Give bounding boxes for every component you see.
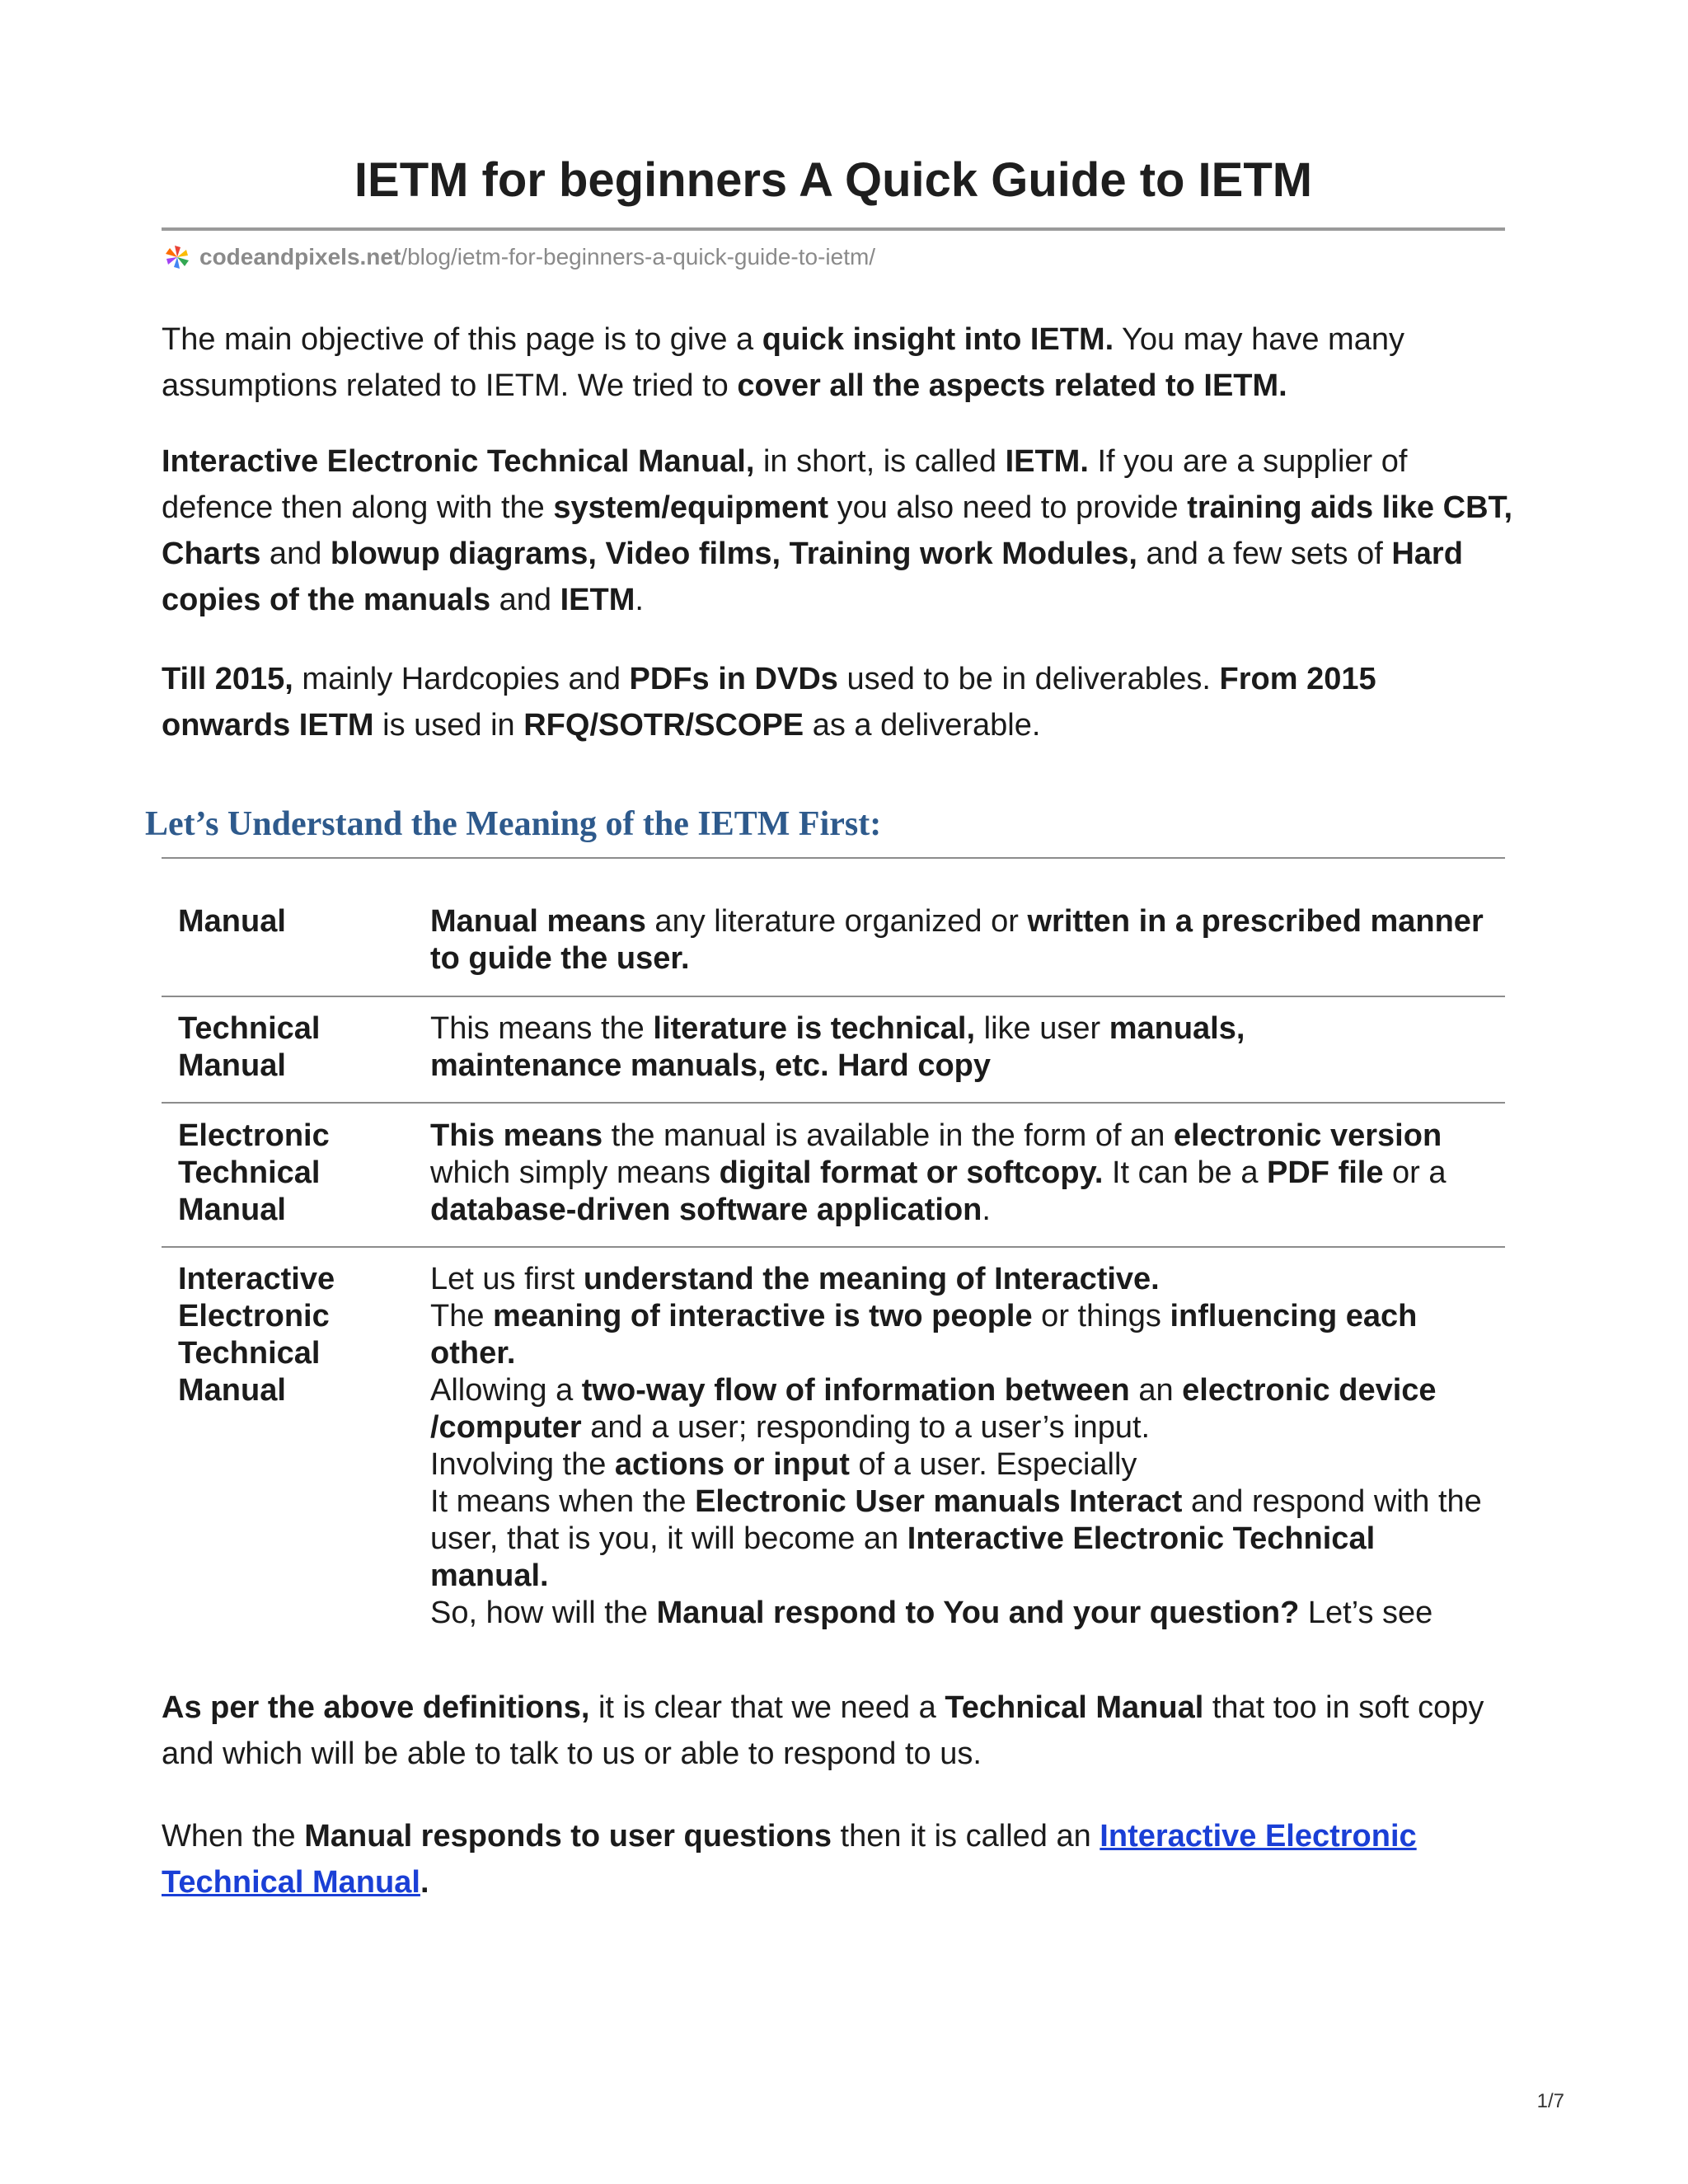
text-run: the manual is available in the form of an xyxy=(603,1118,1174,1153)
title-divider xyxy=(162,227,1505,231)
bold-text: electronic version xyxy=(1173,1118,1442,1153)
bold-text: blowup diagrams, Video films, Training work Modules, xyxy=(330,537,1137,571)
text-run: The xyxy=(430,1299,494,1333)
bold-text: . xyxy=(420,1865,429,1900)
text-run: like user xyxy=(975,1011,1109,1046)
text-run: that too in soft copy and which will be able to talk to us or able to respond to us. xyxy=(162,1690,1484,1771)
text-run: as a deliverable. xyxy=(804,708,1041,743)
text-run: mainly Hardcopies and xyxy=(293,662,630,696)
text-run: Let us first xyxy=(430,1262,584,1296)
text-run: . xyxy=(982,1193,991,1227)
text-run: . xyxy=(635,583,644,617)
bold-text: two-way flow of information between xyxy=(581,1373,1130,1408)
bold-text: Hard copies of the manuals xyxy=(162,537,1463,617)
term-technical-manual: Technical Manual xyxy=(178,1011,321,1083)
text-run: The main objective of this page is to give a xyxy=(162,322,762,357)
bold-text: training aids like CBT, Charts xyxy=(162,490,1513,571)
text-run: When the xyxy=(162,1819,305,1854)
intro-paragraph-3 xyxy=(162,656,1513,748)
text-run: and a user; responding to a user’s input. xyxy=(581,1410,1151,1445)
bold-text: Manual responds to user questions xyxy=(304,1819,832,1854)
definition-manual xyxy=(430,903,1502,977)
text-run: and xyxy=(490,583,560,617)
text-run: or things xyxy=(1032,1299,1170,1333)
bold-text: IETM xyxy=(560,583,635,617)
text-run: If you are a supplier of defence then along with the xyxy=(162,444,1408,525)
text-run: which simply means xyxy=(430,1155,720,1190)
pinwheel-logo-icon xyxy=(163,243,191,271)
bold-text: Interactive Electronic Technical Manual, xyxy=(162,444,755,479)
definition-technical-manual xyxy=(430,1010,1320,1085)
text-run: in short, is called xyxy=(754,444,1006,479)
bold-text: As per the above definitions, xyxy=(162,1690,590,1725)
term-manual: Manual xyxy=(178,904,286,939)
closing-paragraph-1 xyxy=(162,1685,1513,1777)
closing-paragraph-2 xyxy=(162,1813,1513,1905)
bold-text: quick insight into IETM. xyxy=(762,322,1114,357)
text-run: you also need to provide xyxy=(828,490,1188,525)
bold-text: From 2015 onwards IETM xyxy=(162,662,1376,743)
bold-text: system/equipment xyxy=(553,490,829,525)
text-run: You may have many assumptions related to IETM. We tried to xyxy=(162,322,1404,403)
definition-electronic-technical-manual xyxy=(430,1118,1502,1229)
text-run: it is clear that we need a xyxy=(589,1690,945,1725)
text-run: then it is called an xyxy=(831,1819,1100,1854)
bold-text: cover all the aspects related to IETM. xyxy=(737,368,1287,403)
text-run: is used in xyxy=(373,708,524,743)
definition-line xyxy=(430,1595,1502,1632)
bold-text: IETM. xyxy=(1005,444,1089,479)
text-run: It means when the xyxy=(430,1484,696,1519)
bold-text: manuals, maintenance manuals, etc. Hard copy xyxy=(430,1011,1245,1083)
section-heading: Let’s Understand the Meaning of the IETM First: xyxy=(145,805,882,843)
bold-text: meaning of interactive is two people xyxy=(493,1299,1033,1333)
text-run: Allowing a xyxy=(430,1373,582,1408)
interactive-electronic-technical-manual-link[interactable]: Interactive Electronic Technical Manual xyxy=(162,1819,1417,1900)
bold-text: influencing each other. xyxy=(430,1299,1418,1371)
intro-paragraph-1 xyxy=(162,316,1513,409)
table-top-divider xyxy=(162,857,1505,859)
bold-text: Electronic User manuals Interact xyxy=(695,1484,1183,1519)
bold-text: understand the meaning of Interactive. xyxy=(583,1262,1160,1296)
text-run: This means the xyxy=(430,1011,654,1046)
row-divider xyxy=(162,1246,1505,1248)
bold-text: PDF file xyxy=(1267,1155,1384,1190)
source-domain[interactable]: codeandpixels.net xyxy=(199,244,401,269)
definition-line xyxy=(430,1298,1502,1372)
page-title: IETM for beginners A Quick Guide to IETM xyxy=(354,153,1313,207)
bold-text: Manual means xyxy=(430,904,646,939)
definition-interactive-electronic-technical-manual xyxy=(430,1261,1502,1632)
bold-text: database-driven software application xyxy=(430,1193,982,1227)
bold-text: Technical Manual xyxy=(945,1690,1204,1725)
text-run: Let’s see xyxy=(1299,1596,1433,1630)
text-run: any literature organized or xyxy=(645,904,1028,939)
definition-line xyxy=(430,1483,1502,1595)
bold-text: digital format or softcopy. xyxy=(719,1155,1104,1190)
text-run: an xyxy=(1129,1373,1183,1408)
row-divider xyxy=(162,1102,1505,1104)
text-run: and xyxy=(260,537,331,571)
bold-text: literature is technical, xyxy=(653,1011,976,1046)
bold-text: written in a prescribed manner to guide the user. xyxy=(430,904,1484,976)
text-run: used to be in deliverables. xyxy=(837,662,1220,696)
intro-paragraph-2 xyxy=(162,438,1513,623)
text-run: and respond with the user, that is you, it will become an xyxy=(430,1484,1482,1556)
bold-text: Interactive Electronic Technical manual. xyxy=(430,1521,1376,1593)
bold-text: electronic device /computer xyxy=(430,1373,1437,1445)
source-path[interactable]: /blog/ietm-for-beginners-a-quick-guide-to-ietm/ xyxy=(401,244,876,269)
bold-text: Manual respond to You and your question? xyxy=(656,1596,1300,1630)
text-run: and a few sets of xyxy=(1137,537,1392,571)
text-run: or a xyxy=(1383,1155,1447,1190)
bold-text: PDFs in DVDs xyxy=(629,662,838,696)
text-run: So, how will the xyxy=(430,1596,657,1630)
bold-text: actions or input xyxy=(614,1447,850,1482)
bold-text: This means xyxy=(430,1118,603,1153)
page-number: 1/7 xyxy=(1536,2090,1564,2112)
row-divider xyxy=(162,996,1505,997)
text-run: It can be a xyxy=(1103,1155,1268,1190)
bold-text: RFQ/SOTR/SCOPE xyxy=(523,708,804,743)
term-interactive-electronic-technical-manual: Interactive Electronic Technical Manual xyxy=(178,1262,335,1408)
text-run: of a user. Especially xyxy=(849,1447,1137,1482)
definition-line xyxy=(430,1372,1502,1446)
definition-line xyxy=(430,1446,1502,1483)
source-url[interactable] xyxy=(163,241,875,274)
term-electronic-technical-manual: Electronic Technical Manual xyxy=(178,1118,330,1227)
text-run: Involving the xyxy=(430,1447,615,1482)
bold-text: Till 2015, xyxy=(162,662,293,696)
definition-line xyxy=(430,1261,1502,1298)
